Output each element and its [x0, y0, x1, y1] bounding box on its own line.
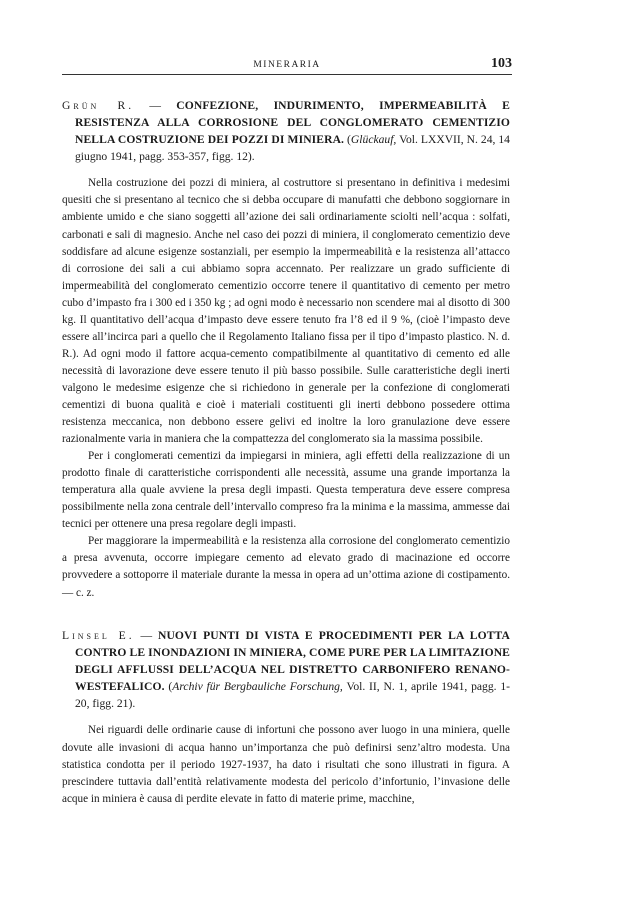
page-header	[62, 56, 512, 74]
citation-details: Vol. II, N. 1, aprile 1941, pagg. 1-20, figg. 21).	[75, 680, 510, 711]
article-grun	[62, 97, 510, 602]
title-dash: —	[134, 99, 177, 112]
article-author: Grün R.	[62, 99, 135, 112]
citation-details: Vol. LXXVII, N. 24, 14 giugno 1941, pagg. 353-357, figg. 12).	[75, 133, 510, 164]
title-dash: —	[134, 629, 158, 642]
article-citation: (Glückauf, Vol. LXXVII, N. 24, 14 giugno 1941, pagg. 353-357, figg. 12).	[75, 133, 510, 164]
article-paragraph: Nei riguardi delle ordinarie cause di infortuni che possono aver luogo in una miniera, quelle dovute alle invasioni di acqua hanno un’importanza che può definirsi senz’altro modesta. Una statistica condotta per il periodo 1927-1937, ha dato i risultati che sono illustrati in figura. A prescindere tuttavia dall’entità relativamente modesta del pericolo d’infortunio, l’invasione delle acque in miniera è causa di perdite elevate in fatto di materie prime, macchine,	[62, 724, 510, 805]
article-linsel	[62, 627, 510, 808]
article-citation: (Archiv für Bergbauliche Forschung, Vol. II, N. 1, aprile 1941, pagg. 1-20, figg. 21).	[75, 680, 510, 711]
article-author: Linsel E.	[62, 629, 135, 642]
page-number: 103	[491, 56, 512, 71]
article-paragraph: Nella costruzione dei pozzi di miniera, al costruttore si presentano in definitiva i medesimi quesiti che si presentano al tecnico che si debba occupare di manufatti che debbono soggiornare in ambiente umido e che siano soggetti all’azione dei sali ordinariamente sciolti nell’acqua : solfati, carbonati e sali di magnesio. Anche nel caso dei pozzi di miniera, il conglomerato cementizio deve soddisfare ad alcune esigenze sostanziali, per esempio la impermeabilità e la resistenza all’attacco di corrosione dei sali a cui abbiamo sopra accennato. Per realizzare un grado sufficiente di impermeabilità del conglomerato cementizio occorre tenere il quantitativo di cemento per metro cubo d’impasto fra i 300 ed i 350 kg ; ad ogni modo è necessario non scendere mai al disotto di 300 kg. Il quantitativo dell’acqua d’impasto deve essere tenuto fra l’8 ed il 9 %, (cioè l’impasto deve essere all’incirca pari a quello che il Regolamento Italiano fissa per il tipo d’impasto plastico. N. d. R.). Ad ogni modo il fattore acqua-cemento compatibilmente al quantitativo di cemento ed alle necessità di lavorazione deve essere tenuto il più basso possibile. Sulle caratteristiche degli inerti valgono le medesime esigenze che si richiedono in generale per la confezione di conglomerati cementizi di buona qualità e cioè i materiali costituenti gli inerti debbono possedere ottima resistenza meccanica, non debbono essere gelivi ed inoltre la loro granulazione deve essere razionalmente varia in maniera che la compattezza del conglomerato sia la massima possibile.	[62, 177, 510, 446]
article-title	[62, 627, 510, 712]
citation-source: Archiv für Bergbauliche Forschung,	[172, 680, 343, 694]
article-title	[62, 97, 510, 165]
article-headline: CONFEZIONE, INDURIMENTO, IMPERMEABILITÀ E RESISTENZA ALLA CORROSIONE DEL CONGLOMERATO CEMENTIZIO NELLA COSTRUZIONE DEI POZZI DI MINIERA.	[75, 99, 510, 147]
article-paragraph: Per i conglomerati cementizi da impiegarsi in miniera, agli effetti della realizzazione di un prodotto finale di caratteristiche corrispondenti alle necessità, assume una grande importanza la temperatura alla quale avviene la presa degli impasti. Questa temperatura deve essere compresa possibilmente nella zona centrale dell’intervallo compreso fra la minima e la massima, ammesse dai tecnici per ottenere una presa regolare degli impasti.	[62, 450, 510, 531]
article-paragraph: Per maggiorare la impermeabilità e la resistenza alla corrosione del conglomerato cementizio a presa avvenuta, occorre impiegare cemento ad elevato grado di macinazione ed occorre provvedere a sottoporre il materiale durante la messa in opera ad un’ottima azione di costipamento. — c. z.	[62, 535, 510, 599]
running-title: MINERARIA	[253, 60, 321, 70]
article-headline: NUOVI PUNTI DI VISTA E PROCEDIMENTI PER LA LOTTA CONTRO LE INONDAZIONI IN MINIERA, COME PURE PER LA LIMITAZIONE DEGLI AFFLUSSI DELL’ACQUA NEL DISTRETTO CARBONIFERO RENANO-WESTEFALICO.	[75, 629, 510, 694]
citation-source: Glückauf,	[350, 133, 397, 147]
header-rule	[62, 74, 512, 75]
